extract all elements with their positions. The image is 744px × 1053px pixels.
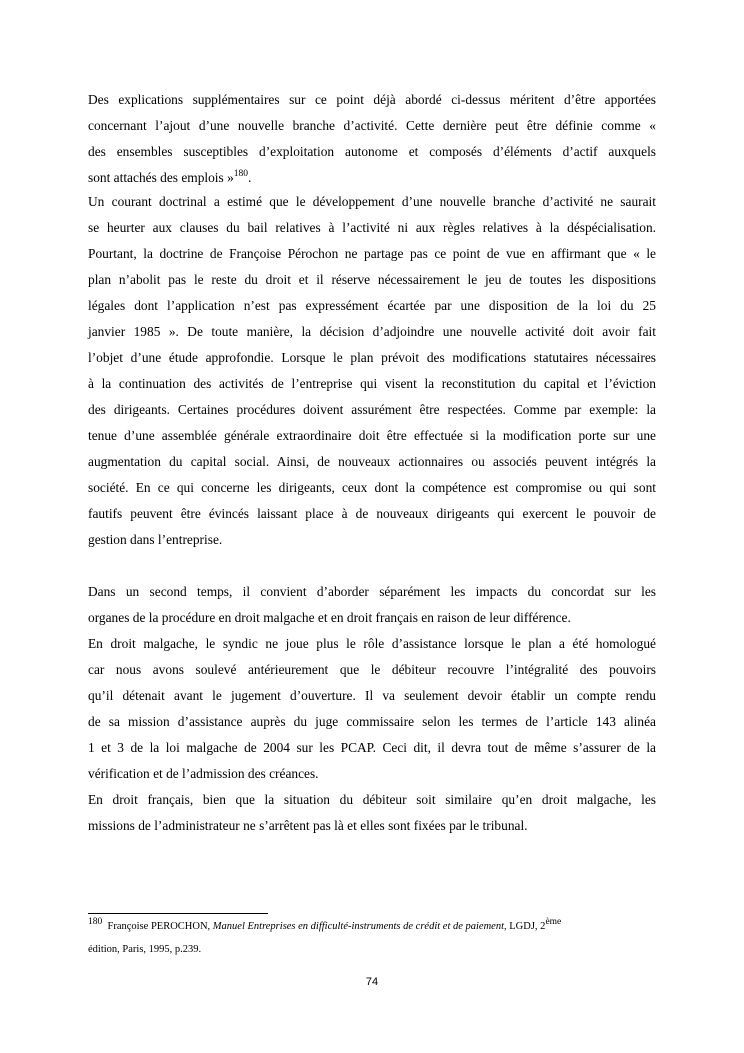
footnote-number: 180 [88,916,103,927]
paragraph-4-line-3: qu’il détenait avant le jugement d’ouverture. Il va seulement devoir établir un compte rendu [88,688,656,703]
paragraph-2-line-7: l’objet d’une étude approfondie. Lorsque le plan prévoit des modifications statutaires nécessaires [88,350,656,365]
paragraph-2-line-10: tenue d’une assemblée générale extraordinaire doit être effectuée si la modification porte sur une [88,428,656,443]
paragraph-1-end: . [248,170,252,185]
footnote-180-line-2: édition, Paris, 1995, p.239. [88,944,202,955]
paragraph-2-line-8: à la continuation des activités de l’entreprise qui visent la reconstitution du capital et l’éviction [88,376,656,391]
paragraph-2-line-13: fautifs peuvent être évincés laissant place à de nouveaux dirigeants qui exercent le pouvoir de [88,506,656,521]
paragraph-5-line-1: En droit français, bien que la situation du débiteur soit similaire qu’en droit malgache, les [88,792,656,807]
paragraph-1-line-2: concernant l’ajout d’une nouvelle branche d’activité. Cette dernière peut être définie comme « [88,118,656,133]
paragraph-2-line-5: légales dont l’application n’est pas expressément écartée par une disposition de la loi du 25 [88,298,656,313]
paragraph-4-line-1: En droit malgache, le syndic ne joue plus le rôle d’assistance lorsque le plan a été homologué [88,636,656,651]
paragraph-2-line-2: se heurter aux clauses du bail relatives à l’activité ni aux règles relatives à la déspécialisation. [88,220,656,235]
paragraph-2-line-12: société. En ce qui concerne les dirigeants, ceux dont la compétence est compromise ou qui sont [88,480,656,495]
paragraph-5-line-2: missions de l’administrateur ne s’arrêtent pas là et elles sont fixées par le tribunal. [88,818,528,833]
footnote-author: Françoise PEROCHON, [107,921,213,932]
paragraph-2-line-14: gestion dans l’entreprise. [88,532,223,547]
paragraph-2-line-11: augmentation du capital social. Ainsi, de nouveaux actionnaires ou associés peuvent intégrés la [88,454,656,469]
paragraph-1-line-3: des ensembles susceptibles d’exploitation autonome et composés d’éléments d’actif auxquels [88,144,656,159]
paragraph-3-line-1: Dans un second temps, il convient d’aborder séparément les impacts du concordat sur les [88,584,656,599]
paragraph-3-line-2: organes de la procédure en droit malgache et en droit français en raison de leur différence. [88,610,571,625]
paragraph-2-line-1: Un courant doctrinal a estimé que le développement d’une nouvelle branche d’activité ne saurait [88,194,656,209]
footnote-edition-sup: ème [545,916,562,927]
paragraph-1-line-4-text: sont attachés des emplois » [88,170,234,185]
footnote-publisher: , LGDJ, 2 [504,921,546,932]
footnote-separator [88,913,268,914]
footnote-180 [88,916,562,932]
paragraph-2-line-3: Pourtant, la doctrine de Françoise Pérochon ne partage pas ce point de vue en affirmant que « le [88,246,656,261]
page-number: 74 [365,976,379,988]
footnote-reference-180[interactable]: 180 [233,168,249,179]
paragraph-2-line-4: plan n’abolit pas le reste du droit et il réserve nécessairement le jeu de toutes les dispositions [88,272,656,287]
paragraph-4-line-4: de sa mission d’assistance auprès du juge commissaire selon les termes de l’article 143 alinéa [88,714,656,729]
paragraph-2-line-6: janvier 1985 ». De toute manière, la décision d’adjoindre une nouvelle activité doit avoir fait [88,324,656,339]
footnote-title: Manuel Entreprises en difficulté-instruments de crédit et de paiement [212,921,505,932]
paragraph-4-line-6: vérification et de l’admission des créances. [88,766,319,781]
paragraph-2-line-9: des dirigeants. Certaines procédures doivent assurément être respectées. Comme par exemple: la [88,402,656,417]
paragraph-4-line-2: car nous avons soulevé antérieurement que le débiteur recouvre l’intégralité des pouvoirs [88,662,656,677]
paragraph-1-line-4 [88,170,656,186]
paragraph-4-line-5: 1 et 3 de la loi malgache de 2004 sur les PCAP. Ceci dit, il devra tout de même s’assurer de la [88,740,656,755]
paragraph-1-line-1: Des explications supplémentaires sur ce point déjà abordé ci-dessus méritent d’être apportées [88,92,656,107]
